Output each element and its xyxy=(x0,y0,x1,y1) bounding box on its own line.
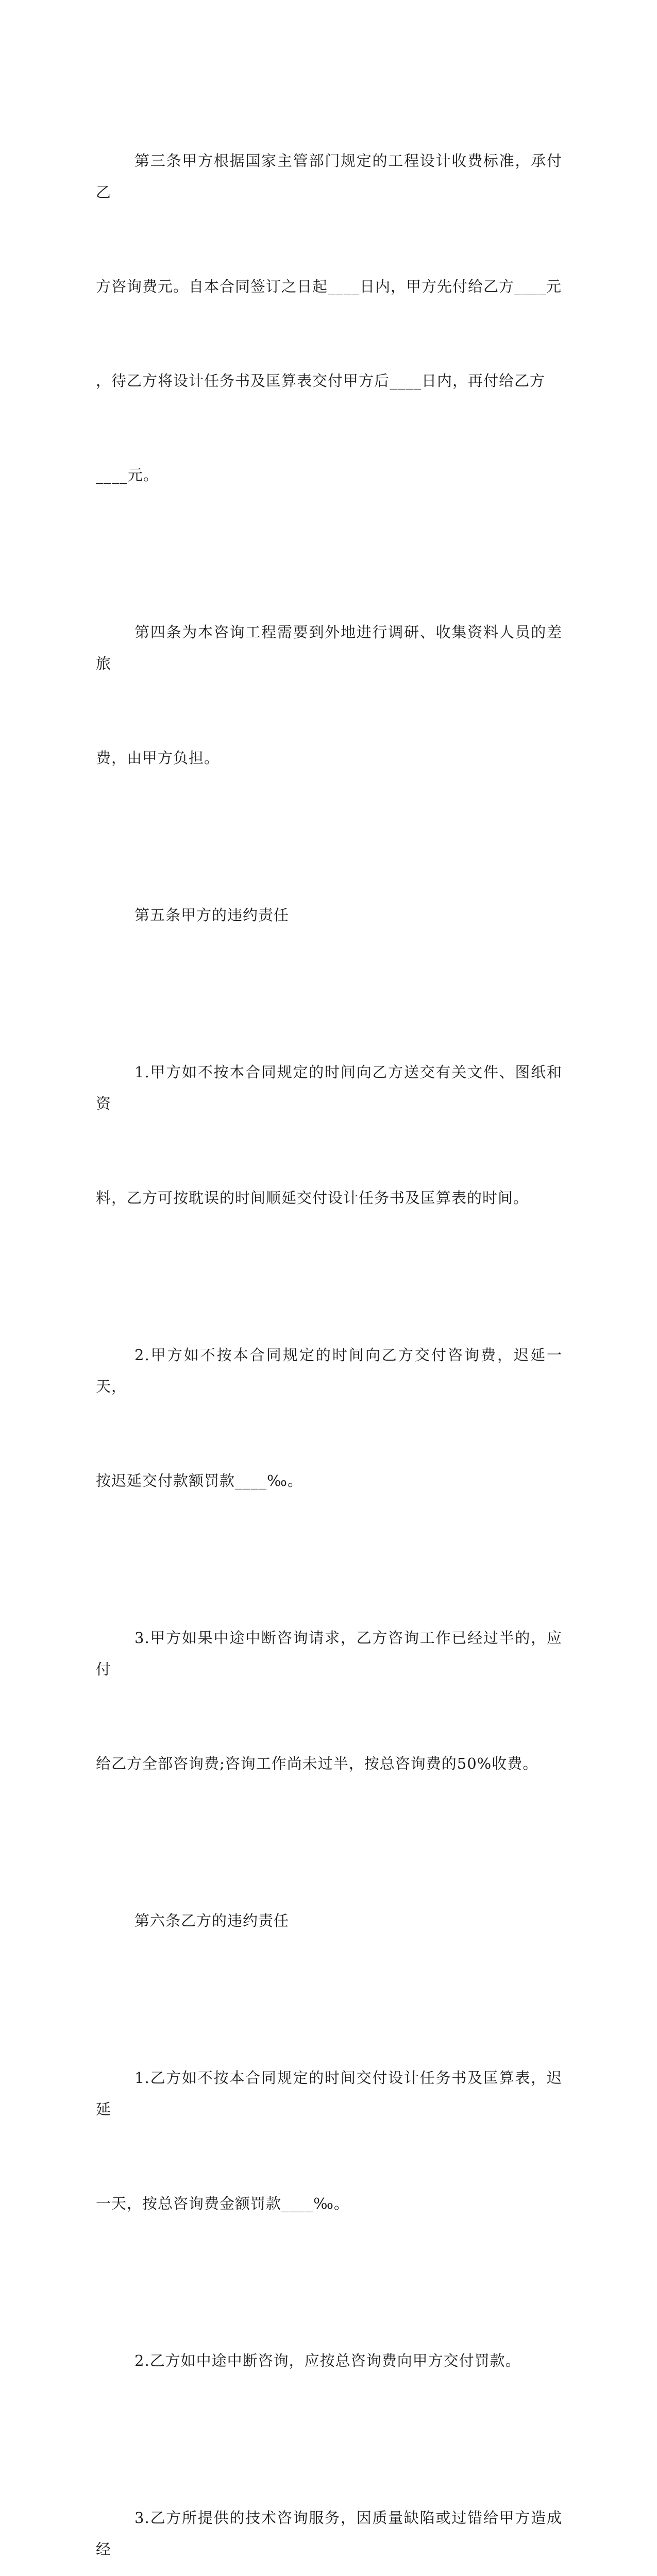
clause-line: 一天，按总咨询费金额罚款____‰。 xyxy=(96,2195,349,2212)
clause-line: 3.乙方所提供的技术咨询服务，因质量缺陷或过错给甲方造成经 xyxy=(96,2509,562,2558)
article-3-line: 第三条甲方根据国家主管部门规定的工程设计收费标准，承付乙 xyxy=(96,152,562,201)
article-5-title-text: 第五条甲方的违约责任 xyxy=(134,906,290,924)
clause-line: 3.甲方如果中途中断咨询请求，乙方咨询工作已经过半的，应付 xyxy=(96,1629,562,1678)
clause-line: 料，乙方可按耽误的时间顺延交付设计任务书及匡算表的时间。 xyxy=(96,1189,529,1207)
clause-line: 2.乙方如中途中断咨询，应按总咨询费向甲方交付罚款。 xyxy=(134,2352,521,2369)
article-3-line: ____元。 xyxy=(96,466,159,484)
article-5-clause-3 xyxy=(96,1560,562,1842)
clause-line: 给乙方全部咨询费;咨询工作尚未过半，按总咨询费的50%收费。 xyxy=(96,1755,538,1772)
article-4-line: 第四条为本咨询工程需要到外地进行调研、收集资料人员的差旅 xyxy=(96,623,562,672)
article-3-line: ，待乙方将设计任务书及匡算表交付甲方后____日内，再付给乙方 xyxy=(96,372,546,389)
clause-line: 2.甲方如不按本合同规定的时间向乙方交付咨询费，迟延一天， xyxy=(96,1346,562,1395)
article-6-title-text: 第六条乙方的违约责任 xyxy=(134,1912,290,1929)
article-6-clause-2 xyxy=(96,2282,562,2439)
clause-line: 1.乙方如不按本合同规定的时间交付设计任务书及匡算表，迟延 xyxy=(96,2069,562,2118)
article-6-clause-1 xyxy=(96,1999,562,2282)
article-4-line: 费，由甲方负担。 xyxy=(96,749,220,767)
article-5-title xyxy=(96,837,562,994)
article-5-clause-1 xyxy=(96,994,562,1277)
article-3 xyxy=(96,82,562,554)
article-5-clause-2 xyxy=(96,1277,562,1560)
article-3-line: 方咨询费元。自本合同签订之日起____日内，甲方先付给乙方____元 xyxy=(96,278,562,295)
clause-line: 1.甲方如不按本合同规定的时间向乙方送交有关文件、图纸和资 xyxy=(96,1063,562,1112)
article-6-title xyxy=(96,1842,562,1999)
article-6-clause-3 xyxy=(96,2439,562,2576)
clause-line: 按迟延交付款额罚款____‰。 xyxy=(96,1472,303,1489)
document-body xyxy=(96,82,562,2576)
article-4 xyxy=(96,554,562,837)
